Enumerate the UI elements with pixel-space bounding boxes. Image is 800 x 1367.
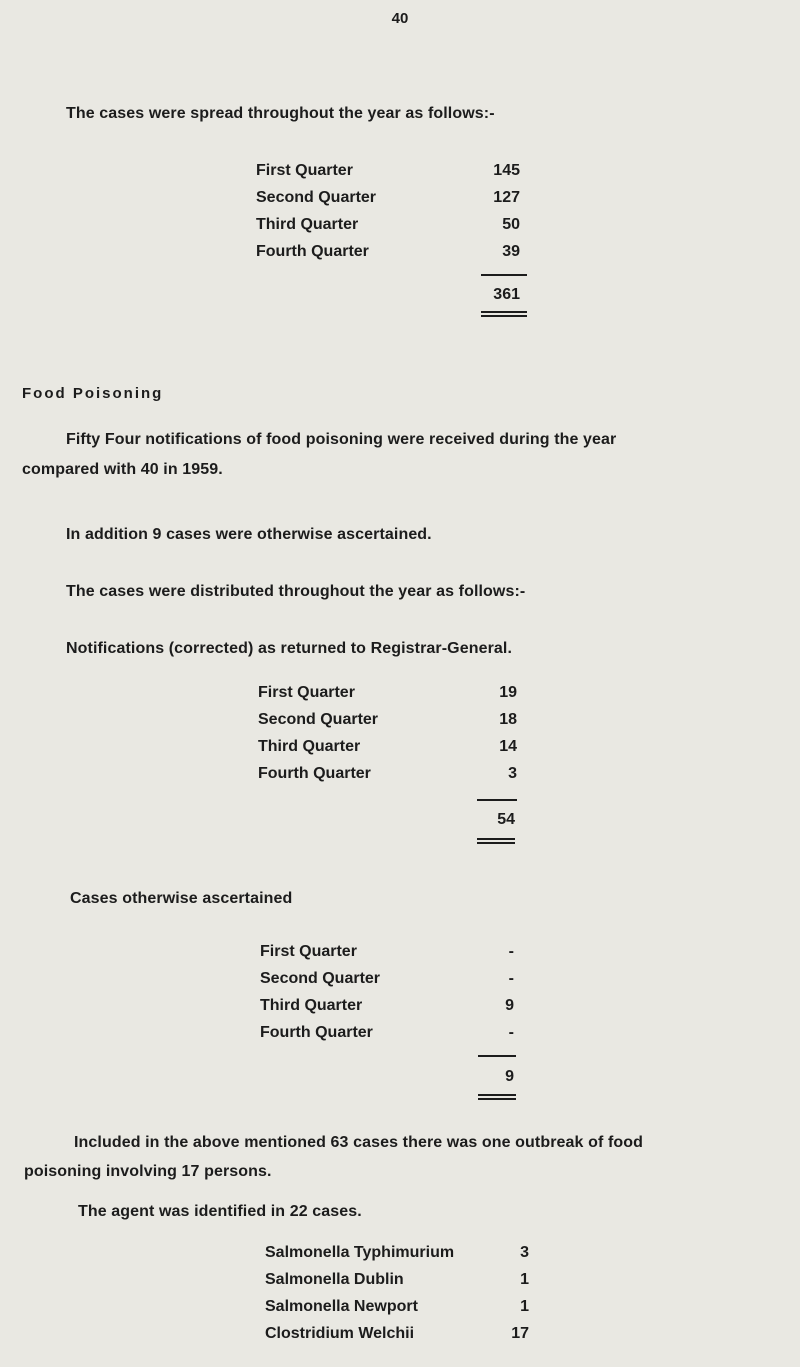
row-label: Third Quarter: [256, 216, 359, 233]
row-label: Salmonella Newport: [265, 1298, 418, 1315]
table-total: 54: [497, 811, 515, 828]
table-row: [265, 1298, 555, 1325]
row-label: Fourth Quarter: [258, 765, 371, 782]
row-label: Second Quarter: [260, 970, 381, 987]
row-label: Salmonella Typhimurium: [265, 1244, 455, 1261]
row-value: 1: [520, 1298, 529, 1315]
row-value: 14: [499, 738, 517, 755]
subtotal-rule: [478, 1055, 516, 1057]
row-value: 17: [511, 1325, 529, 1342]
table-row: [256, 216, 546, 243]
row-label: Clostridium Welchii: [265, 1325, 415, 1342]
quarterly-cases-table: [256, 162, 546, 270]
row-value: -: [508, 1024, 514, 1041]
agent-identified-table: [265, 1244, 555, 1352]
table-row: [260, 997, 550, 1024]
row-value: 39: [502, 243, 520, 260]
row-value: 3: [520, 1244, 529, 1261]
total-double-rule: [481, 311, 527, 317]
table-row: [265, 1244, 555, 1271]
row-label: Third Quarter: [260, 997, 363, 1014]
row-label: Fourth Quarter: [256, 243, 369, 260]
table-row: [258, 765, 548, 792]
subtotal-rule: [477, 799, 517, 801]
table-row: [258, 711, 548, 738]
total-double-rule: [478, 1094, 516, 1100]
subtotal-rule: [481, 274, 527, 276]
row-value: 18: [499, 711, 517, 728]
table-row: [260, 970, 550, 997]
notifications-table: [258, 684, 548, 792]
otherwise-ascertained-table: [260, 943, 550, 1051]
row-label: Fourth Quarter: [260, 1024, 373, 1041]
table-row: [265, 1271, 555, 1298]
row-label: Third Quarter: [258, 738, 361, 755]
table-total: 9: [505, 1068, 514, 1085]
section-heading: Food Poisoning: [22, 385, 164, 402]
table-row: [258, 738, 548, 765]
row-value: 9: [505, 997, 514, 1014]
table-row: [256, 189, 546, 216]
paragraph: The cases were distributed throughout the year as follows:-: [66, 583, 526, 600]
paragraph-line: poisoning involving 17 persons.: [24, 1163, 272, 1180]
table-row: [265, 1325, 555, 1352]
row-label: Second Quarter: [256, 189, 377, 206]
paragraph-line: Included in the above mentioned 63 cases there was one outbreak of food: [74, 1134, 643, 1151]
paragraph: In addition 9 cases were otherwise ascertained.: [66, 526, 432, 543]
page-number: 40: [391, 10, 409, 27]
row-value: 3: [508, 765, 517, 782]
row-value: 127: [493, 189, 520, 206]
table-row: [256, 243, 546, 270]
row-value: 19: [499, 684, 517, 701]
row-value: 50: [502, 216, 520, 233]
table-row: [260, 943, 550, 970]
paragraph-line: Fifty Four notifications of food poisoning were received during the year: [66, 431, 617, 448]
row-label: First Quarter: [260, 943, 357, 960]
table-row: [258, 684, 548, 711]
intro-paragraph: The cases were spread throughout the year as follows:-: [66, 105, 495, 122]
row-label: First Quarter: [258, 684, 355, 701]
table-row: [260, 1024, 550, 1051]
row-label: First Quarter: [256, 162, 353, 179]
table-total: 361: [493, 286, 520, 303]
table-row: [256, 162, 546, 189]
row-value: 145: [493, 162, 520, 179]
paragraph-line: compared with 40 in 1959.: [22, 461, 223, 478]
paragraph: Notifications (corrected) as returned to Registrar-General.: [66, 640, 513, 657]
row-label: Salmonella Dublin: [265, 1271, 404, 1288]
row-value: -: [508, 970, 514, 987]
row-value: -: [508, 943, 514, 960]
total-double-rule: [477, 838, 515, 844]
row-label: Second Quarter: [258, 711, 379, 728]
paragraph: The agent was identified in 22 cases.: [78, 1203, 362, 1220]
paragraph: Cases otherwise ascertained: [70, 890, 293, 907]
row-value: 1: [520, 1271, 529, 1288]
